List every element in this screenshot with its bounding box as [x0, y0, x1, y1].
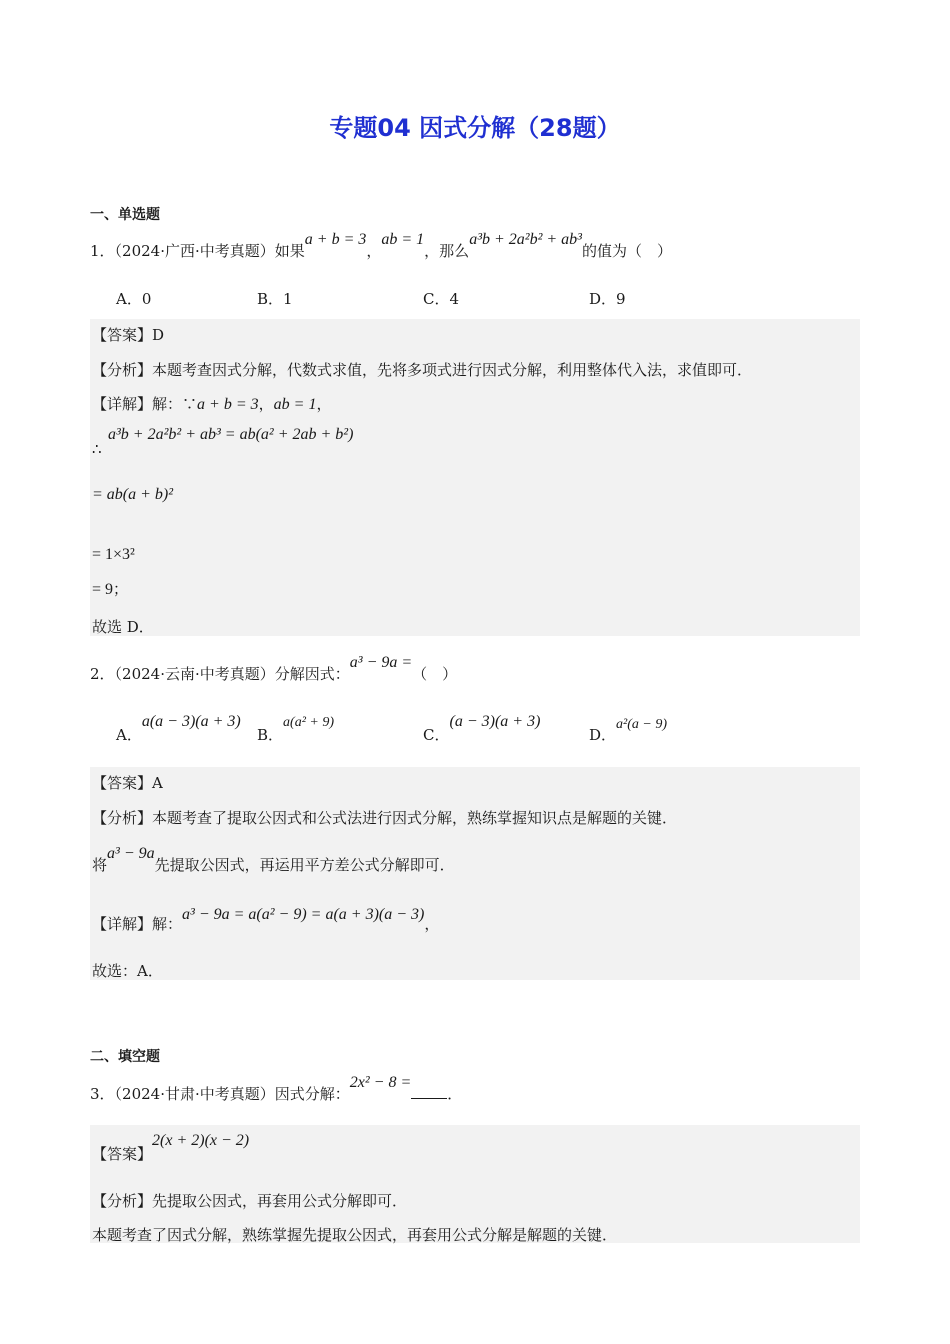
q2-answer-label: 【答案】 [92, 774, 153, 792]
q2-prefix: 2．（2024·云南·中考真题）分解因式： [90, 665, 350, 683]
q3-answer-label: 【答案】 [92, 1145, 153, 1163]
q2-hint-prefix: 将 [92, 856, 108, 874]
q1-conclusion: 故选 D． [92, 618, 154, 636]
q1-detail [92, 393, 331, 414]
q2-option-d-expr: a²(a − 9) [616, 717, 667, 732]
question-2-stem [90, 654, 458, 684]
q1-option-c: C．4 [423, 290, 460, 308]
q1-step-1: a³b + 2a²b² + ab³ = ab(a² + 2ab + b²) [108, 426, 354, 443]
q2-detail-intro: 解： [152, 915, 183, 933]
q3-prefix: 3．（2024·甘肃·中考真题）因式分解： [90, 1085, 350, 1103]
q3-answer [92, 1132, 250, 1164]
q2-analysis-text: 本题考查了提取公因式和公式法进行因式分解，熟练掌握知识点是解题的关键． [152, 809, 678, 827]
question-3-stem [90, 1074, 463, 1104]
q3-analysis-label: 【分析】 [92, 1192, 153, 1210]
q2-analysis-label: 【分析】 [92, 809, 153, 827]
q1-step-2: = ab(a + b)² [92, 486, 174, 503]
q2-hint [92, 845, 455, 875]
q3-answer-expr: 2(x + 2)(x − 2) [152, 1132, 250, 1149]
q3-analysis [92, 1190, 407, 1211]
q2-option-c [423, 713, 541, 745]
q1-analysis-text: 本题考查因式分解，代数式求值，先将多项式进行因式分解，利用整体代入法，求值即可． [152, 361, 753, 379]
q3-analysis-text: 先提取公因式，再套用公式分解即可． [152, 1192, 408, 1210]
q2-expression: a³ − 9a = [349, 654, 413, 671]
q1-condition-product: ab = 1 [381, 231, 425, 248]
q1-option-b: B．1 [257, 290, 293, 308]
q1-answer-label: 【答案】 [92, 326, 153, 344]
q2-hint-expr: a³ − 9a [107, 845, 155, 862]
q1-detail-intro: 解：∵ [152, 395, 198, 413]
q1-suffix: 的值为（ ） [581, 242, 672, 260]
q2-option-c-expr: (a − 3)(a + 3) [449, 713, 541, 730]
q1-prefix: 1．（2024·广西·中考真题）如果 [90, 242, 305, 260]
q1-option-a: A．0 [116, 290, 152, 308]
q2-answer-value: A [152, 774, 163, 792]
q1-option-d: D．9 [589, 290, 626, 308]
q2-detail [92, 906, 440, 934]
q3-summary: 本题考查了因式分解，熟练掌握先提取公因式，再套用公式分解是解题的关键． [92, 1226, 618, 1244]
q2-option-a-expr: a(a − 3)(a + 3) [141, 713, 241, 730]
q2-analysis [92, 807, 677, 828]
question-1-stem [90, 231, 672, 261]
q2-conclusion: 故选：A． [92, 962, 163, 980]
q2-option-d-letter: D． [589, 726, 617, 744]
q3-expression: 2x² − 8 = [349, 1074, 412, 1091]
q2-detail-label: 【详解】 [92, 915, 153, 933]
q2-suffix: （ ） [412, 665, 458, 683]
section-heading-fill-blank: 二、填空题 [90, 1049, 160, 1065]
q2-option-b-expr: a(a² + 9) [283, 715, 334, 730]
q2-option-d [589, 717, 667, 745]
q1-condition-sum: a + b = 3 [304, 231, 367, 248]
q1-detail-end: ， [316, 395, 332, 413]
q1-answer-value: D [152, 326, 165, 344]
q2-answer [92, 772, 163, 793]
q1-detail-cond-sum: a + b = 3 [197, 396, 259, 413]
q1-step-4-value: = 9 [92, 581, 114, 598]
q1-answer [92, 324, 164, 345]
q2-option-b-letter: B． [257, 726, 284, 744]
q2-hint-suffix: 先提取公因式，再运用平方差公式分解即可． [154, 856, 455, 874]
q1-therefore-symbol: ∴ [92, 440, 102, 458]
q3-suffix: ． [447, 1085, 463, 1103]
q1-detail-label: 【详解】 [92, 395, 153, 413]
q1-expression: a³b + 2a²b² + ab³ [469, 231, 582, 248]
q1-detail-sep: ， [258, 395, 274, 413]
q1-sep: ， [366, 242, 382, 260]
q2-option-b [257, 715, 334, 745]
q1-step-4 [92, 578, 128, 599]
q1-analysis [92, 359, 752, 380]
q3-answer-blank [411, 1084, 447, 1099]
q1-step-3: = 1×3² [92, 546, 135, 563]
q1-step-4-end: ； [113, 580, 129, 598]
q1-mid: ，那么 [424, 242, 470, 260]
document-title: 专题04 因式分解（28题） [329, 114, 621, 142]
q2-detail-expr: a³ − 9a = a(a² − 9) = a(a + 3)(a − 3) [182, 906, 425, 923]
q1-analysis-label: 【分析】 [92, 361, 153, 379]
q2-detail-end: ， [424, 915, 440, 933]
section-heading-single-choice: 一、单选题 [90, 207, 160, 223]
q1-detail-cond-product: ab = 1 [273, 396, 317, 413]
q2-option-a-letter: A． [116, 726, 142, 744]
q2-option-c-letter: C． [423, 726, 450, 744]
q2-option-a [116, 713, 241, 745]
